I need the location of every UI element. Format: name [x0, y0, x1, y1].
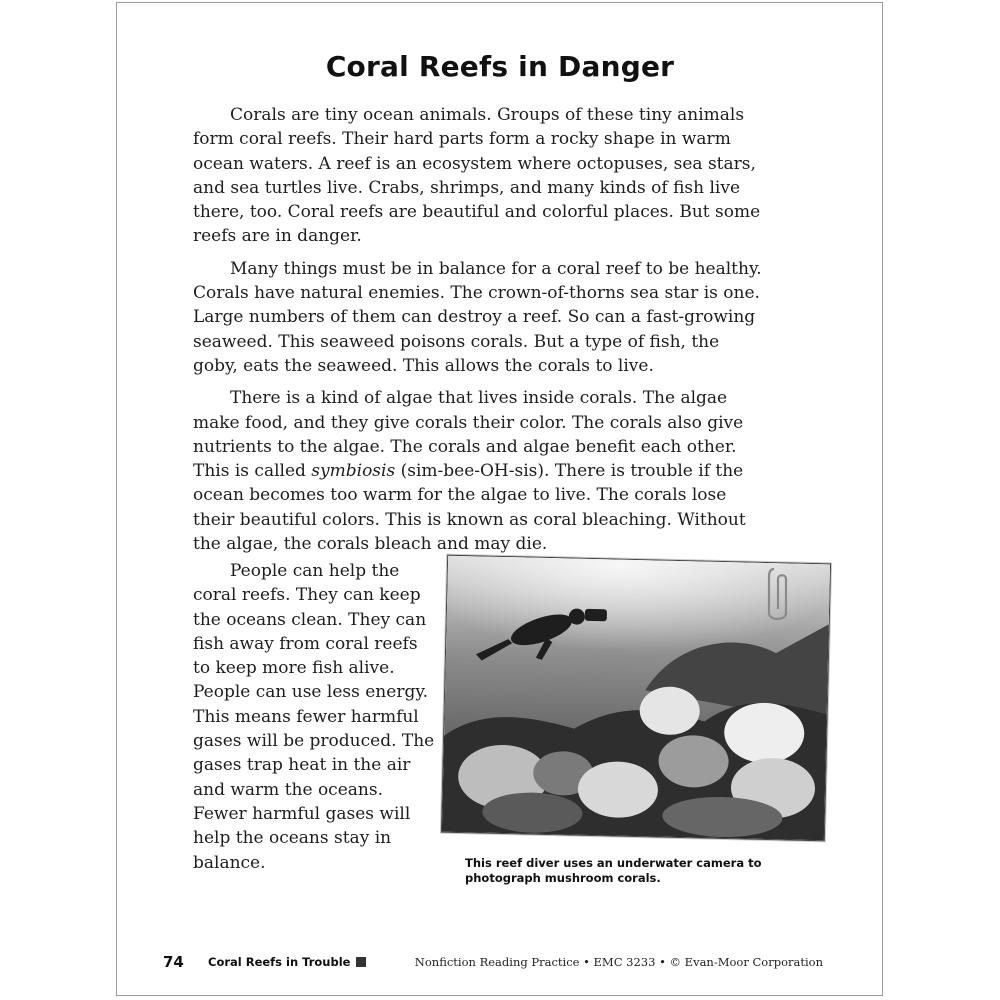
square-icon: [356, 957, 366, 967]
symbiosis-term: symbiosis: [311, 461, 396, 482]
paragraph-1: Corals are tiny ocean animals. Groups of these tiny animals form coral reefs. Their hard parts form a rocky shape in warm ocean waters. A reef is an ecosystem where octopuses, sea stars, and sea turtles live. Crabs, shrimps, and many kinds of fish live there, too. Coral reefs are beautiful and colorful places. But some reefs are in danger.: [193, 105, 761, 247]
page-title: Coral Reefs in Danger: [325, 50, 675, 83]
paragraph-3: [193, 386, 763, 556]
page-footer: [163, 952, 823, 972]
paragraph-2: Many things must be in balance for a coral reef to be healthy. Corals have natural enemies. The crown-of-thorns sea star is one. Large numbers of them can destroy a reef. So can a fast-growing seaweed. This seaweed poisons corals. But a type of fish, the goby, eats the seaweed. This allows the corals to live.: [193, 258, 762, 376]
unit-title: Coral Reefs in Trouble: [208, 955, 351, 969]
paragraph-3-part-1: There is a kind of algae that lives inside corals. The algae make food, and they give corals their color. The corals also give nutrients to the algae. The corals and algae benefit each other. This is called: [193, 388, 744, 482]
article-body: [193, 103, 763, 564]
paper-clip-icon: [766, 565, 790, 625]
photo-caption: This reef diver uses an underwater camera to photograph mushroom corals.: [465, 856, 762, 885]
article-column: [193, 559, 438, 875]
paragraph-3-part-2: (sim-bee-OH-sis). There is trouble if the ocean becomes too warm for the algae to live. The corals lose their beautiful colors. This is known as coral bleaching. Without the algae, the corals bleach and may die.: [193, 461, 746, 555]
paragraph-4: People can help the coral reefs. They can keep the oceans clean. They can fish away from coral reefs to keep more fish alive. People can use less energy. This means fewer harmful gases will be produced. The gases trap heat in the air and warm the oceans. Fewer harmful gases will help the oceans stay in balance.: [193, 561, 435, 873]
publisher-credit: Nonfiction Reading Practice • EMC 3233 • © Evan-Moor Corporation: [414, 955, 823, 969]
page-number: 74: [163, 953, 184, 971]
